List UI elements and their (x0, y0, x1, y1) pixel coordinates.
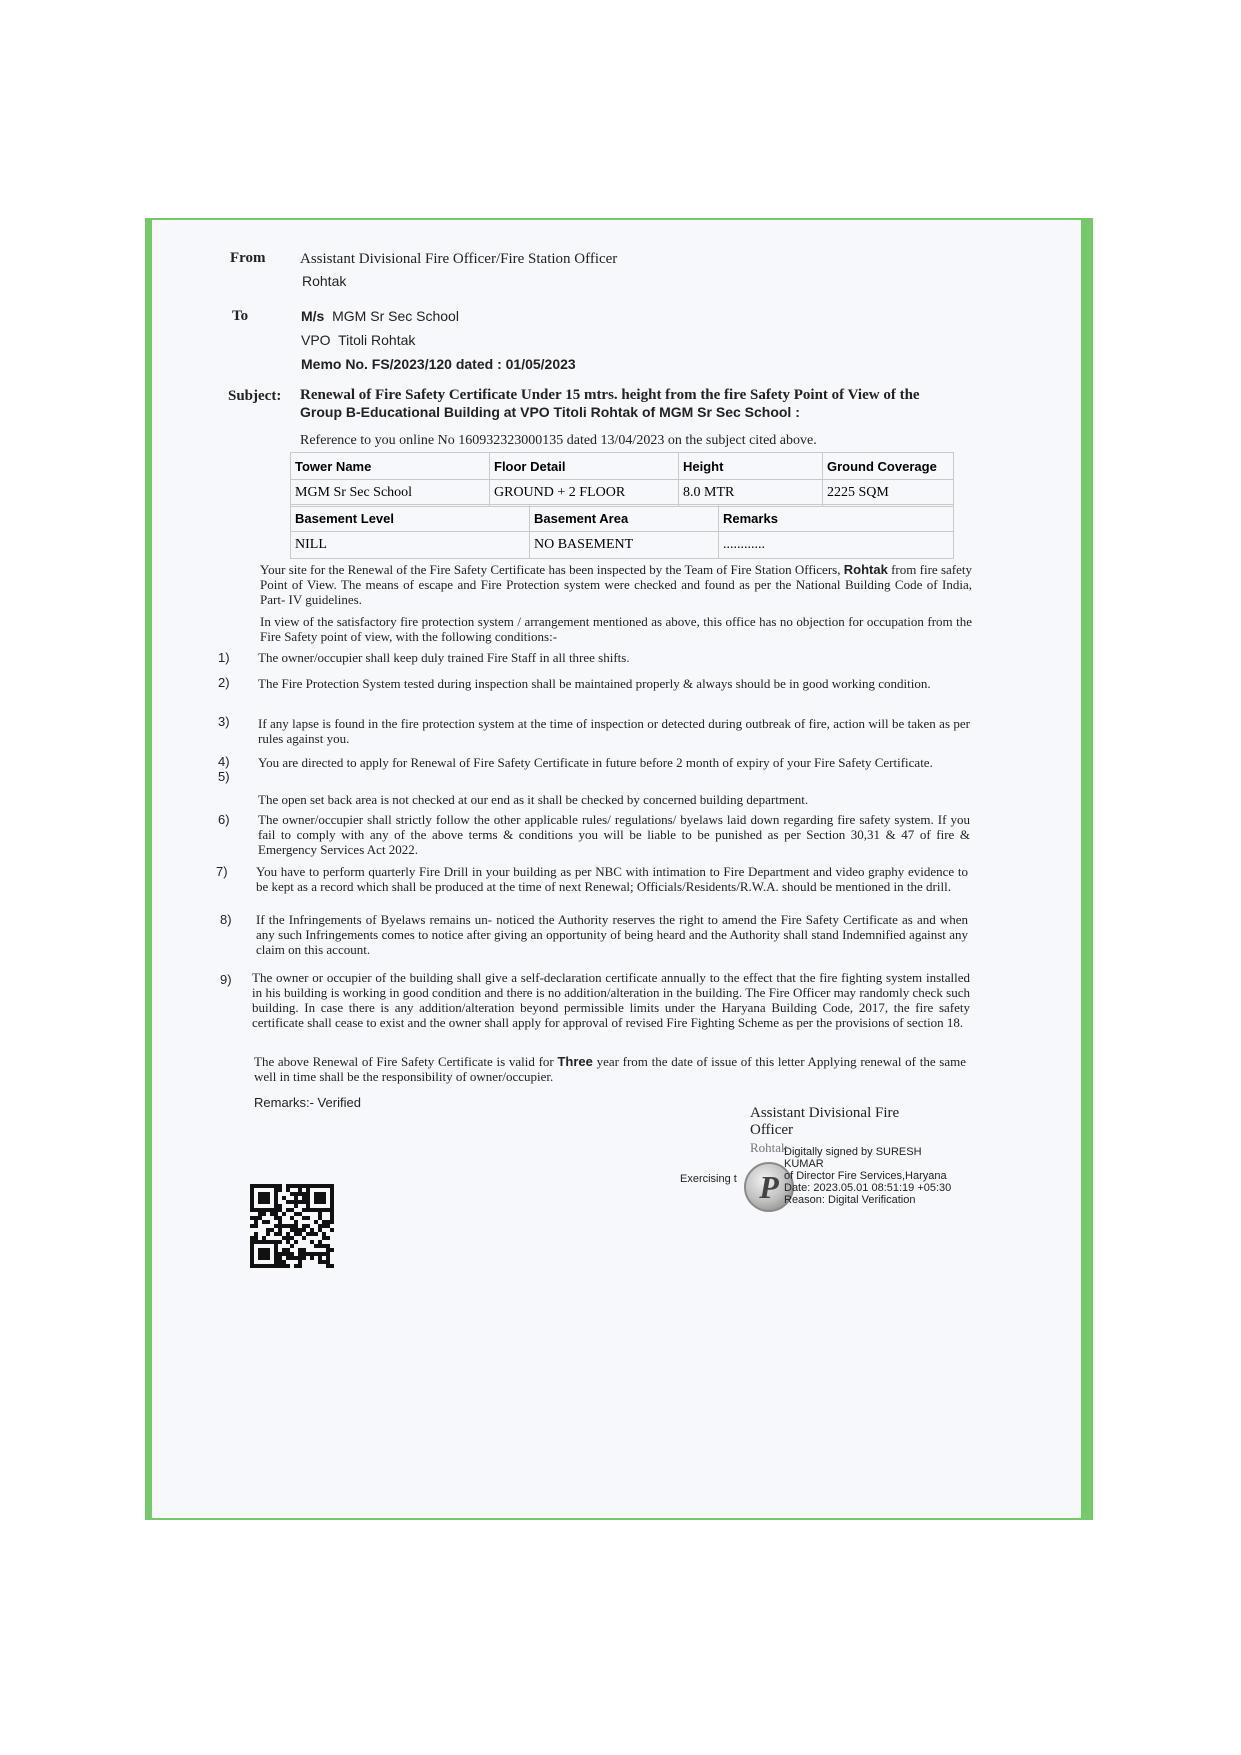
th-remarks: Remarks (719, 505, 954, 532)
validity-text-a: The above Renewal of Fire Safety Certificate is valid for (254, 1054, 554, 1069)
th-height: Height (679, 453, 823, 480)
condition-number: 6) (218, 812, 230, 827)
signatory-title (750, 1105, 899, 1139)
signer-surname: KUMAR (784, 1158, 824, 1170)
validity-paragraph (254, 1054, 966, 1084)
basement-details-table (290, 504, 954, 559)
condition-text: The owner/occupier shall strictly follow the other applicable rules/ regulations/ byelaws laid down regarding fire safety system. If you fail to comply with any of the above terms & conditions you will be liable to be punished as per Section 30,31 & 47 of fire & Emergency Services Act 2022. (258, 812, 970, 857)
signature-reason: Reason: Digital Verification (784, 1194, 916, 1206)
qr-code (250, 1184, 334, 1268)
to-line1-row (301, 308, 459, 324)
to-line2: Titoli Rohtak (338, 332, 416, 348)
to-line2-prefix: VPO (301, 332, 331, 348)
condition-text: You have to perform quarterly Fire Drill in your building as per NBC with intimation to Fire Department and video graphy evidence to be kept as a record which shall be produced at the time of next Renewal; Officials/Residents/R.W.A. should be mentioned in the drill. (256, 864, 968, 894)
td-tower-name: MGM Sr Sec School (291, 480, 490, 507)
to-label: To (232, 308, 249, 324)
inspection-paragraph (260, 562, 972, 607)
td-basement-level: NILL (291, 532, 530, 559)
reference-line: Reference to you online No 160932323000135 dated 13/04/2023 on the subject cited above. (300, 433, 817, 448)
condition-text: The owner/occupier shall keep duly trained Fire Staff in all three shifts. (258, 650, 630, 665)
from-line2: Rohtak (302, 273, 347, 289)
subject-label: Subject: (228, 388, 282, 404)
from-label: From (230, 250, 266, 266)
remarks-line: Remarks:- Verified (254, 1095, 361, 1110)
memo-number: Memo No. FS/2023/120 dated : 01/05/2023 (301, 356, 576, 372)
validity-text-b: year from the date of issue of this letter Applying renewal of the same well in time shall be the responsibility of owner/occupier. (254, 1054, 967, 1084)
signatory-title-line2: Officer (750, 1122, 794, 1138)
building-details-table (290, 452, 954, 507)
digital-signature-details (784, 1146, 951, 1206)
scan-border (145, 218, 1093, 1520)
digital-signature-seal-icon: P (744, 1162, 794, 1212)
td-floor-detail: GROUND + 2 FLOOR (490, 480, 679, 507)
th-tower-name: Tower Name (291, 453, 490, 480)
condition-text: The Fire Protection System tested during inspection shall be maintained properly & always should be in good working condition. (258, 676, 931, 691)
condition-text: If any lapse is found in the fire protection system at the time of inspection or detected during outbreak of fire, action will be taken as per rules against you. (258, 716, 970, 746)
condition-number: 2) (218, 675, 230, 690)
condition-number: 1) (218, 650, 230, 665)
condition-number: 3) (218, 714, 230, 729)
conditions-intro: In view of the satisfactory fire protection system / arrangement mentioned as above, this office has no objection for occupation from the Fire Safety point of view, with the following conditions:- (260, 614, 972, 644)
condition-text: You are directed to apply for Renewal of Fire Safety Certificate in future before 2 month of expiry of your Fire Safety Certificate. (258, 755, 933, 770)
exercising-text: Exercising t (680, 1173, 737, 1185)
subject-line1: Renewal of Fire Safety Certificate Under 15 mtrs. height from the fire Safety Point of View of the (300, 387, 920, 403)
condition-number: 9) (220, 972, 232, 987)
letter-page (152, 220, 1081, 1518)
th-basement-area: Basement Area (530, 505, 719, 532)
para1-text-a: Your site for the Renewal of the Fire Safety Certificate has been inspected by the Team of Fire Station Officers, (260, 562, 841, 577)
td-basement-area: NO BASEMENT (530, 532, 719, 559)
subject-line2: Group B-Educational Building at VPO Titoli Rohtak of MGM Sr Sec School : (300, 404, 800, 420)
td-remarks: ............ (719, 532, 954, 559)
condition-number: 4) (218, 754, 230, 769)
to-line1: MGM Sr Sec School (332, 308, 459, 324)
para1-text-b: from fire safety Point of View. The means of escape and Fire Protection system were checked and found as per the National Building Code of India, Part- IV guidelines. (260, 562, 972, 607)
to-line2-row (301, 332, 415, 348)
signer-office: of Director Fire Services,Haryana (784, 1170, 947, 1182)
td-height: 8.0 MTR (679, 480, 823, 507)
th-basement-level: Basement Level (291, 505, 530, 532)
to-prefix: M/s (301, 308, 325, 324)
condition-number: 7) (216, 864, 228, 879)
th-floor-detail: Floor Detail (490, 453, 679, 480)
signed-by: Digitally signed by SURESH (784, 1146, 922, 1158)
signatory-title-line1: Assistant Divisional Fire (750, 1105, 900, 1121)
from-line1: Assistant Divisional Fire Officer/Fire Station Officer (300, 251, 618, 267)
para1-bold: Rohtak (843, 562, 888, 577)
condition-text: If the Infringements of Byelaws remains un- noticed the Authority reserves the right to amend the Fire Safety Certificate as and when any such Infringements comes to notice after giving an opportunity of being heard and the Authority shall stand Indemnified against any claim on this account. (256, 912, 968, 957)
condition-number: 8) (220, 912, 232, 927)
condition-text: The owner or occupier of the building shall give a self-declaration certificate annually to the effect that the fire fighting system installed in his building is working in good condition and there is no addition/alteration in the building. The Fire Officer may randomly check such building. In case there is any addition/alteration beyond permissible limits under the Haryana Building Code, 2017, the fire safety certificate shall cease to exist and the owner shall apply for approval of revised Fire Fighting Scheme as per the provisions of section 18. (252, 970, 970, 1030)
signature-date: Date: 2023.05.01 08:51:19 +05:30 (784, 1182, 952, 1194)
th-ground-coverage: Ground Coverage (823, 453, 954, 480)
condition-number: 5) (218, 769, 230, 784)
condition-text: The open set back area is not checked at our end as it shall be checked by concerned building department. (258, 792, 809, 807)
signatory-city: Rohtak (750, 1140, 788, 1155)
validity-bold: Three (557, 1054, 593, 1069)
td-ground-coverage: 2225 SQM (823, 480, 954, 507)
